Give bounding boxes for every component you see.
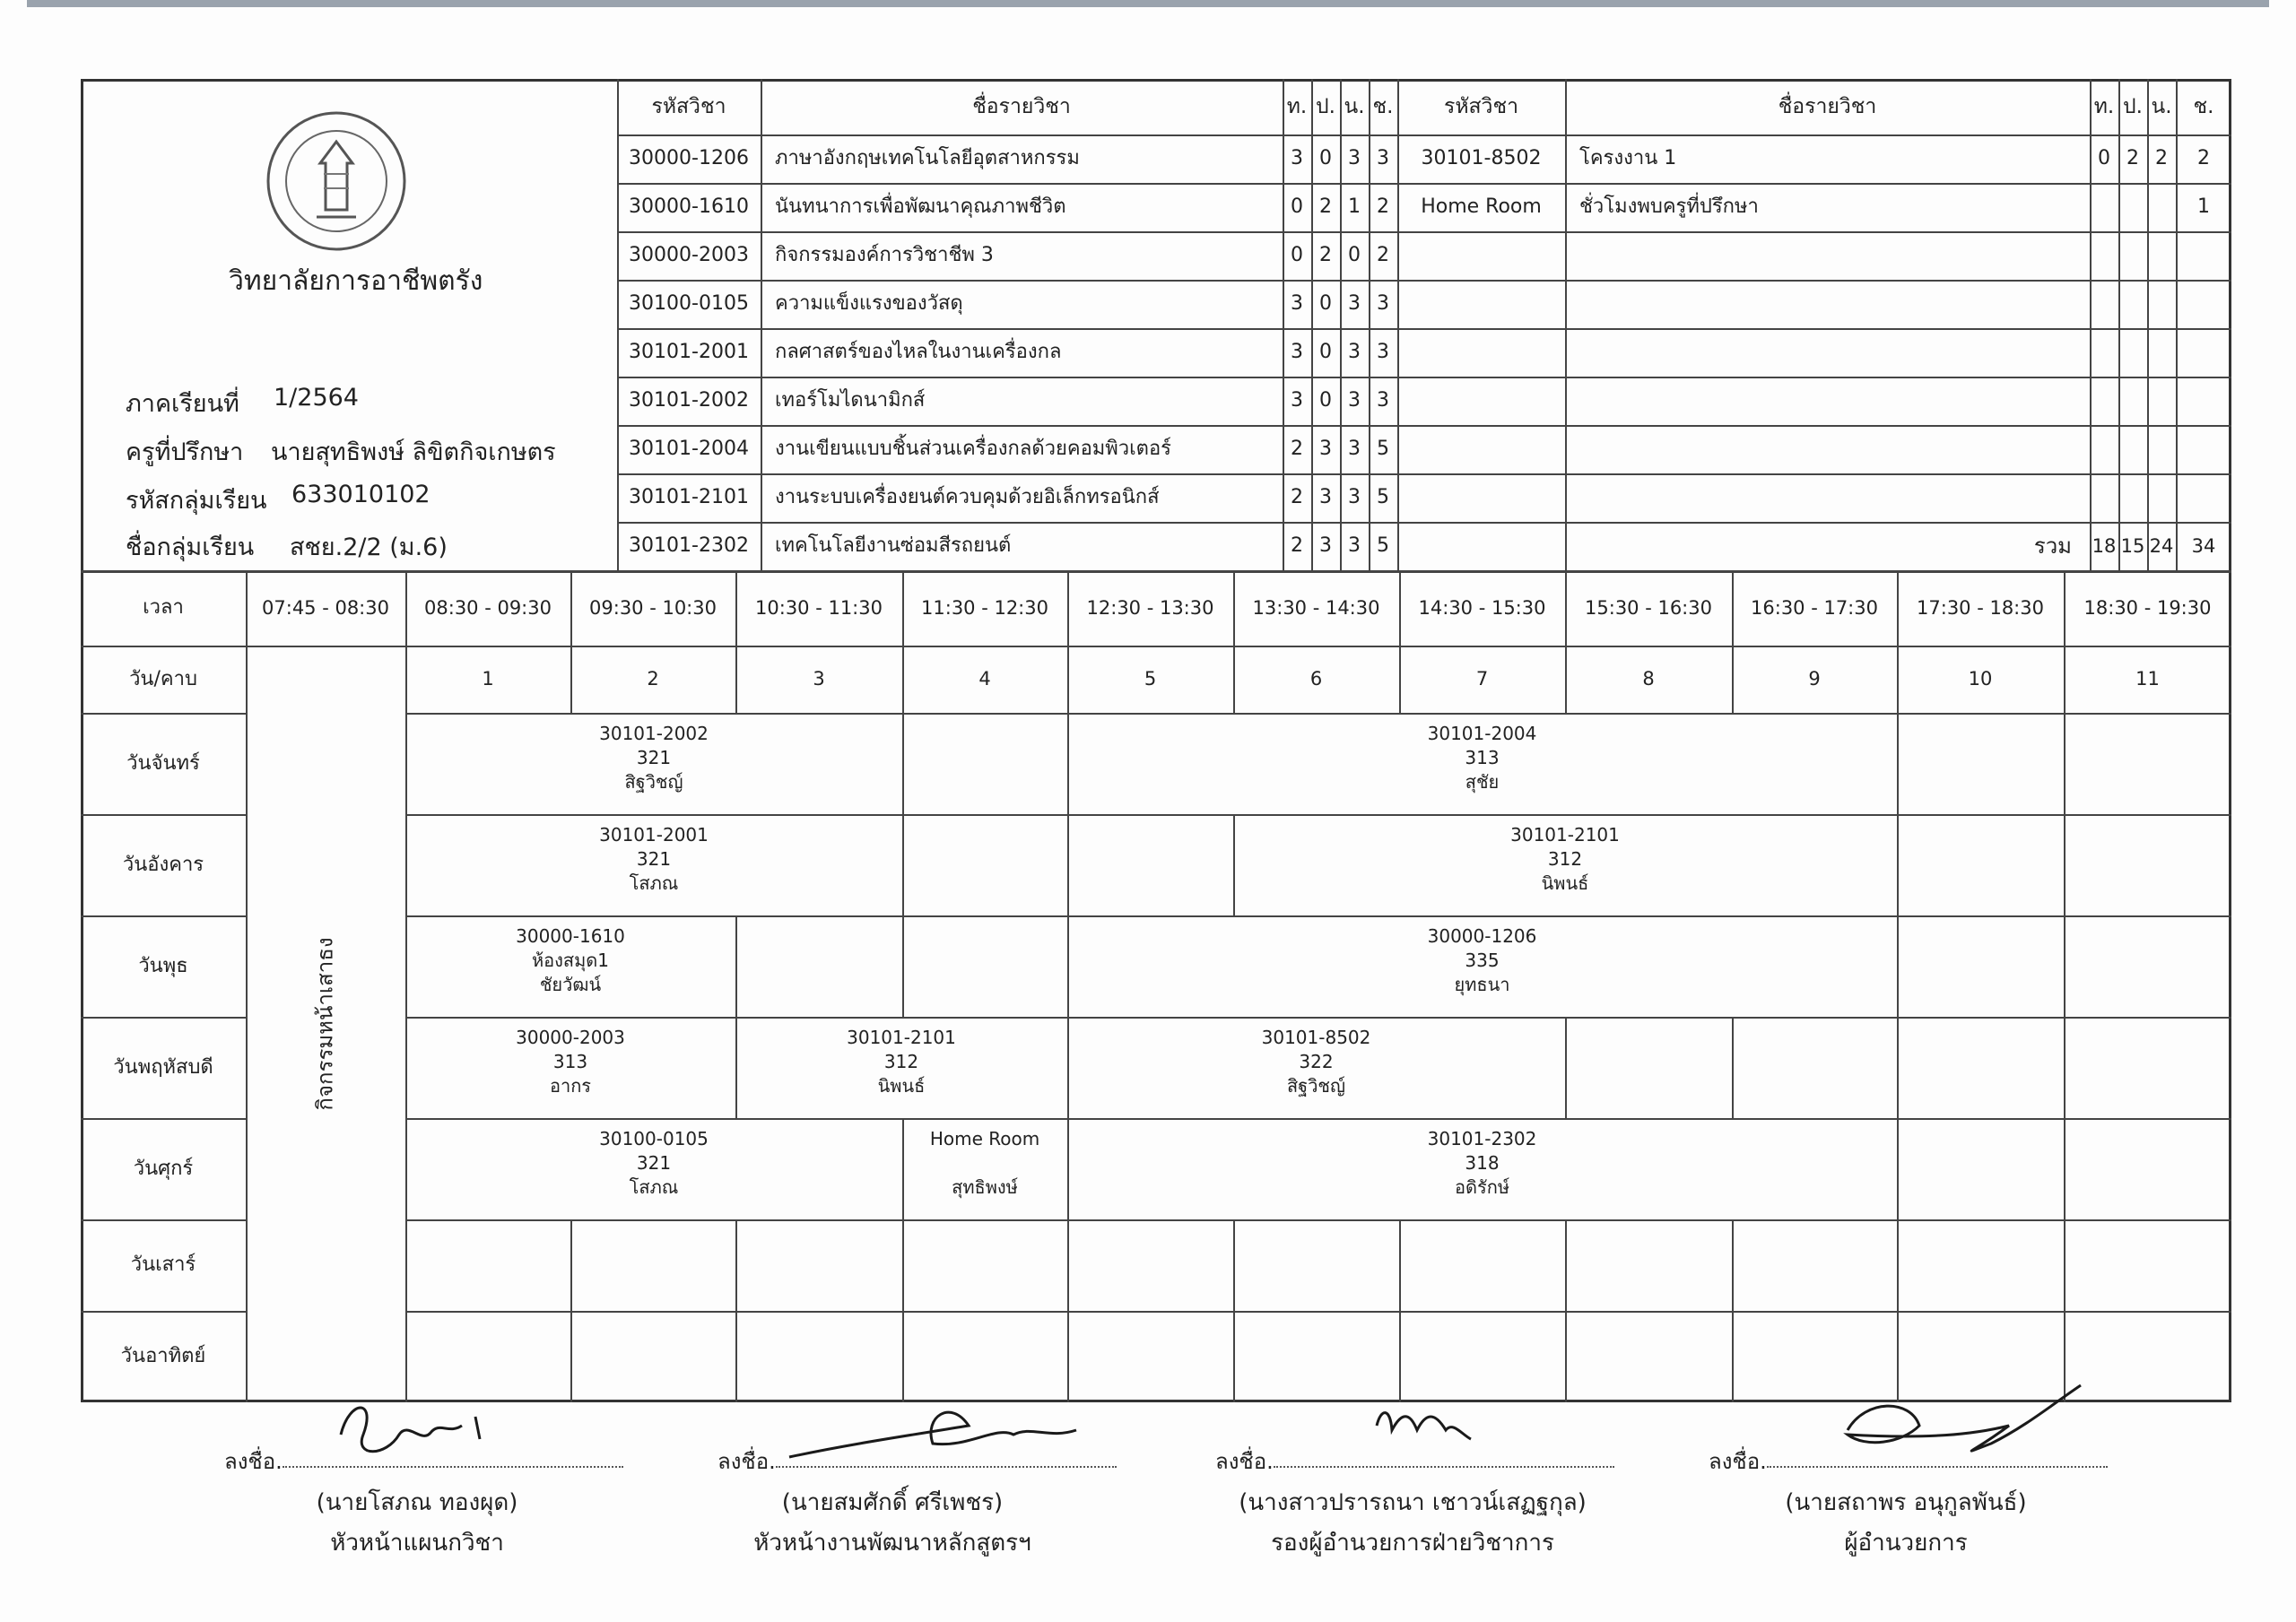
class-teacher: อดิรักษ์ <box>1454 1176 1510 1198</box>
course-p: 3 <box>1319 438 1332 461</box>
course-header-n-right: น. <box>2151 94 2172 118</box>
signature-scribble <box>341 1408 480 1452</box>
class-teacher: นิพนธ์ <box>877 1075 926 1097</box>
time-slot: 12:30 - 13:30 <box>1086 596 1214 619</box>
period-number: 3 <box>813 668 825 690</box>
course-c: 2 <box>1377 195 1389 219</box>
course-code: 30101-2302 <box>629 534 749 558</box>
day-label: วันอังคาร <box>122 853 204 876</box>
group-name-label: ชื่อกลุ่มเรียน <box>126 533 255 561</box>
course-header-c-left: ช. <box>1372 94 1394 118</box>
course-n: 3 <box>1348 438 1361 461</box>
total-label: รวม <box>2033 533 2072 559</box>
course-c: 5 <box>1377 486 1389 509</box>
course-code-right: Home Room <box>1421 195 1542 219</box>
course-n: 0 <box>1348 244 1361 267</box>
course-name: เทคโนโลยีงานซ่อมสีรถยนต์ <box>775 534 1012 558</box>
semester-label: ภาคเรียนที่ <box>126 390 239 418</box>
class-room: ห้องสมุด1 <box>531 950 610 971</box>
class-code: 30000-1206 <box>1427 925 1537 947</box>
signer-name: (นายสถาพร อนุกูลพันธ์) <box>1785 1489 2027 1516</box>
course-n: 3 <box>1348 389 1361 412</box>
class-block-text <box>405 823 902 896</box>
course-n: 3 <box>1348 486 1361 509</box>
signature-label: ลงชื่อ. <box>718 1449 776 1474</box>
course-p: 0 <box>1319 147 1332 170</box>
signer-name: (นางสาวปรารถนา เชาวน์เสฏฐกุล) <box>1239 1489 1587 1516</box>
course-t: 3 <box>1291 292 1303 316</box>
advisor-label: ครูที่ปรึกษา <box>126 438 244 466</box>
class-code: 30101-2101 <box>1510 824 1620 846</box>
class-room: 313 <box>1465 747 1500 768</box>
signature-scribble <box>1377 1413 1471 1439</box>
signer-position: ผู้อำนวยการ <box>1844 1530 1968 1557</box>
course-code: 30101-2004 <box>629 438 749 461</box>
class-teacher: โสภณ <box>629 1176 679 1198</box>
course-c: 3 <box>1377 292 1389 316</box>
semester-value: 1/2564 <box>274 384 359 412</box>
course-p-right: 2 <box>2126 147 2139 170</box>
class-block-text <box>405 1127 902 1200</box>
course-p-right <box>2118 183 2147 231</box>
class-code: Home Room <box>929 1128 1040 1149</box>
class-room: 312 <box>1547 848 1583 870</box>
class-code: 30101-2101 <box>847 1027 956 1048</box>
college-seal <box>265 109 408 253</box>
day-label: วันอาทิตย์ <box>120 1345 206 1368</box>
time-slot: 17:30 - 18:30 <box>1917 596 2044 619</box>
course-c: 2 <box>1377 244 1389 267</box>
course-name: ความแข็งแรงของวัสดุ <box>775 292 963 316</box>
class-code: 30000-1610 <box>516 925 625 947</box>
course-t: 3 <box>1291 389 1303 412</box>
class-code: 30101-2004 <box>1427 723 1537 744</box>
schedule-row-line <box>405 1311 2231 1313</box>
signer-position: หัวหน้าแผนกวิชา <box>330 1530 504 1557</box>
course-c-right: 1 <box>2197 195 2210 219</box>
signature-scribble <box>789 1412 1076 1457</box>
course-t-right: 0 <box>2098 147 2110 170</box>
course-header-code-left: รหัสวิชา <box>651 94 726 118</box>
signature-line <box>776 1466 1117 1468</box>
course-n: 1 <box>1348 195 1361 219</box>
course-c: 3 <box>1377 147 1389 170</box>
course-n: 3 <box>1348 147 1361 170</box>
signature-label: ลงชื่อ. <box>1215 1449 1274 1474</box>
signature-line <box>283 1466 623 1468</box>
course-header-code-right: รหัสวิชา <box>1444 94 1518 118</box>
signature-line <box>1274 1466 1614 1468</box>
period-number: 2 <box>647 668 659 690</box>
time-slot: 16:30 - 17:30 <box>1751 596 1878 619</box>
period-number: 5 <box>1144 668 1157 690</box>
class-room: 312 <box>883 1051 919 1072</box>
class-room: 321 <box>636 747 672 768</box>
class-teacher: ชัยวัฒน์ <box>539 974 602 995</box>
course-code: 30000-1206 <box>629 147 749 170</box>
period-label: วัน/คาบ <box>129 667 197 690</box>
course-header-p-left: ป. <box>1316 94 1335 118</box>
class-block-text <box>1067 1026 1565 1098</box>
period-number: 8 <box>1642 668 1655 690</box>
signer-name: (นายสมศักดิ์ ศรีเพชร) <box>781 1489 1004 1516</box>
class-room: 318 <box>1465 1152 1500 1174</box>
course-t: 2 <box>1291 438 1303 461</box>
course-name: งานเขียนแบบชิ้นส่วนเครื่องกลด้วยคอมพิวเตอร์ <box>775 438 1171 461</box>
course-c: 5 <box>1377 534 1389 558</box>
course-name: ภาษาอังกฤษเทคโนโลยีอุตสาหกรรม <box>775 147 1080 170</box>
course-name: เทอร์โมไดนามิกส์ <box>775 389 926 412</box>
course-header-t-left: ท. <box>1286 94 1308 118</box>
scan-edge <box>27 0 2269 7</box>
course-p: 0 <box>1319 292 1332 316</box>
class-teacher: ยุทธนา <box>1454 974 1510 995</box>
class-teacher: สิฐวิชญ์ <box>1286 1075 1346 1097</box>
course-p: 2 <box>1319 195 1332 219</box>
course-p: 3 <box>1319 486 1332 509</box>
total-n: 24 <box>2149 534 2174 557</box>
signature-label: ลงชื่อ. <box>1709 1449 1767 1474</box>
group-name-value: สชย.2/2 (ม.6) <box>290 533 448 561</box>
course-code: 30101-2001 <box>629 341 749 364</box>
period-number: 11 <box>2135 668 2160 690</box>
class-room: 322 <box>1299 1051 1334 1072</box>
class-teacher: นิพนธ์ <box>1541 872 1589 894</box>
time-slot: 10:30 - 11:30 <box>755 596 883 619</box>
signer-position: หัวหน้างานพัฒนาหลักสูตรฯ <box>753 1530 1031 1557</box>
flag-activity-column <box>246 646 405 1402</box>
course-n: 3 <box>1348 341 1361 364</box>
class-teacher: สิฐวิชญ์ <box>624 771 683 793</box>
day-label: วันพุธ <box>138 954 188 977</box>
total-t: 18 <box>2092 534 2117 557</box>
course-code: 30100-0105 <box>629 292 749 316</box>
flag-activity-label: กิจกรรมหน้าเสาธง <box>313 937 338 1111</box>
time-slot: 11:30 - 12:30 <box>921 596 1048 619</box>
time-label: เวลา <box>143 596 184 620</box>
signature-label: ลงชื่อ. <box>224 1449 283 1474</box>
period-number: 1 <box>482 668 494 690</box>
time-slot: 14:30 - 15:30 <box>1418 596 1546 619</box>
course-name-right: ชั่วโมงพบครูที่ปรึกษา <box>1579 195 1759 219</box>
period-number: 7 <box>1475 668 1489 690</box>
class-code: 30101-2002 <box>599 723 709 744</box>
class-code: 30000-2003 <box>516 1027 625 1048</box>
period-number: 6 <box>1309 668 1323 690</box>
class-block-text <box>405 924 735 997</box>
day-label: วันจันทร์ <box>126 751 200 775</box>
course-t: 2 <box>1291 486 1303 509</box>
course-header-c-right: ช. <box>2193 94 2214 118</box>
course-n: 3 <box>1348 292 1361 316</box>
course-c: 3 <box>1377 341 1389 364</box>
class-block-text <box>405 1026 735 1098</box>
course-t: 2 <box>1291 534 1303 558</box>
time-slot: 07:45 - 08:30 <box>262 596 389 619</box>
course-t: 3 <box>1291 147 1303 170</box>
period-number: 9 <box>1808 668 1821 690</box>
course-name: กิจกรรมองค์การวิชาชีพ 3 <box>775 244 994 267</box>
class-code: 30101-2001 <box>599 824 709 846</box>
course-n-right: 2 <box>2155 147 2168 170</box>
course-code: 30000-2003 <box>629 244 749 267</box>
course-c: 5 <box>1377 438 1389 461</box>
group-code-label: รหัสกลุ่มเรียน <box>126 487 267 515</box>
total-p: 15 <box>2120 534 2145 557</box>
course-p: 3 <box>1319 534 1332 558</box>
course-n: 3 <box>1348 534 1361 558</box>
course-header-n-left: น. <box>1344 94 1365 118</box>
period-number: 4 <box>978 668 991 690</box>
signer-name: (นายโสภณ ทองผุด) <box>316 1489 518 1516</box>
course-header-t-right: ท. <box>2093 94 2115 118</box>
course-t: 0 <box>1291 244 1303 267</box>
class-block-text <box>405 722 902 794</box>
course-p: 2 <box>1319 244 1332 267</box>
class-room: 335 <box>1465 950 1500 971</box>
course-code-right: 30101-8502 <box>1421 147 1542 170</box>
class-code: 30101-8502 <box>1261 1027 1371 1048</box>
schedule-row-line <box>405 1219 2231 1221</box>
time-slot: 09:30 - 10:30 <box>589 596 717 619</box>
class-block-text <box>1067 722 1897 794</box>
signature-line <box>1767 1466 2108 1468</box>
class-room: 321 <box>636 848 672 870</box>
period-number: 10 <box>1968 668 1993 690</box>
time-slot: 08:30 - 09:30 <box>424 596 552 619</box>
class-code: 30100-0105 <box>599 1128 709 1149</box>
class-teacher: อากร <box>549 1075 592 1097</box>
course-p: 0 <box>1319 389 1332 412</box>
class-teacher: สุทธิพงษ์ <box>952 1176 1018 1198</box>
total-c: 34 <box>2191 534 2216 557</box>
course-p: 0 <box>1319 341 1332 364</box>
course-t: 3 <box>1291 341 1303 364</box>
time-slot: 13:30 - 14:30 <box>1252 596 1380 619</box>
course-header-p-right: ป. <box>2123 94 2143 118</box>
advisor-value: นายสุทธิพงษ์ ลิขิตกิจเกษตร <box>271 438 556 466</box>
course-name: งานระบบเครื่องยนต์ควบคุมด้วยอิเล็กทรอนิกส์ <box>775 486 1160 509</box>
course-name-right: โครงงาน 1 <box>1579 147 1677 170</box>
course-t-right <box>2090 183 2118 231</box>
class-room: 313 <box>552 1051 588 1072</box>
class-block-text <box>902 1127 1067 1200</box>
course-c-right: 2 <box>2197 147 2210 170</box>
college-name: วิทยาลัยการอาชีพตรัง <box>229 265 483 297</box>
class-block-text <box>1233 823 1897 896</box>
course-header-name-right: ชื่อรายวิชา <box>1778 94 1877 118</box>
class-block-text <box>1067 924 1897 997</box>
course-code: 30101-2101 <box>629 486 749 509</box>
class-block-text <box>735 1026 1067 1098</box>
class-teacher: โสภณ <box>629 872 679 894</box>
class-teacher: สุชัย <box>1465 771 1500 793</box>
day-label: วันพฤหัสบดี <box>113 1055 213 1079</box>
class-code: 30101-2302 <box>1427 1128 1537 1149</box>
time-slot: 15:30 - 16:30 <box>1585 596 1712 619</box>
day-label: วันเสาร์ <box>130 1253 196 1277</box>
course-t: 0 <box>1291 195 1303 219</box>
course-code: 30000-1610 <box>629 195 749 219</box>
course-code: 30101-2002 <box>629 389 749 412</box>
class-room: 321 <box>636 1152 672 1174</box>
course-name: นันทนาการเพื่อพัฒนาคุณภาพชีวิต <box>775 195 1066 219</box>
day-label: วันศุกร์ <box>133 1157 194 1180</box>
group-code-value: 633010102 <box>291 481 430 508</box>
course-name: กลศาสตร์ของไหลในงานเครื่องกล <box>775 341 1062 364</box>
time-slot: 18:30 - 19:30 <box>2083 596 2212 619</box>
course-header-name-left: ชื่อรายวิชา <box>972 94 1071 118</box>
class-block-text <box>1067 1127 1897 1200</box>
course-c: 3 <box>1377 389 1389 412</box>
course-n-right <box>2147 183 2176 231</box>
signer-position: รองผู้อำนวยการฝ่ายวิชาการ <box>1271 1530 1554 1557</box>
